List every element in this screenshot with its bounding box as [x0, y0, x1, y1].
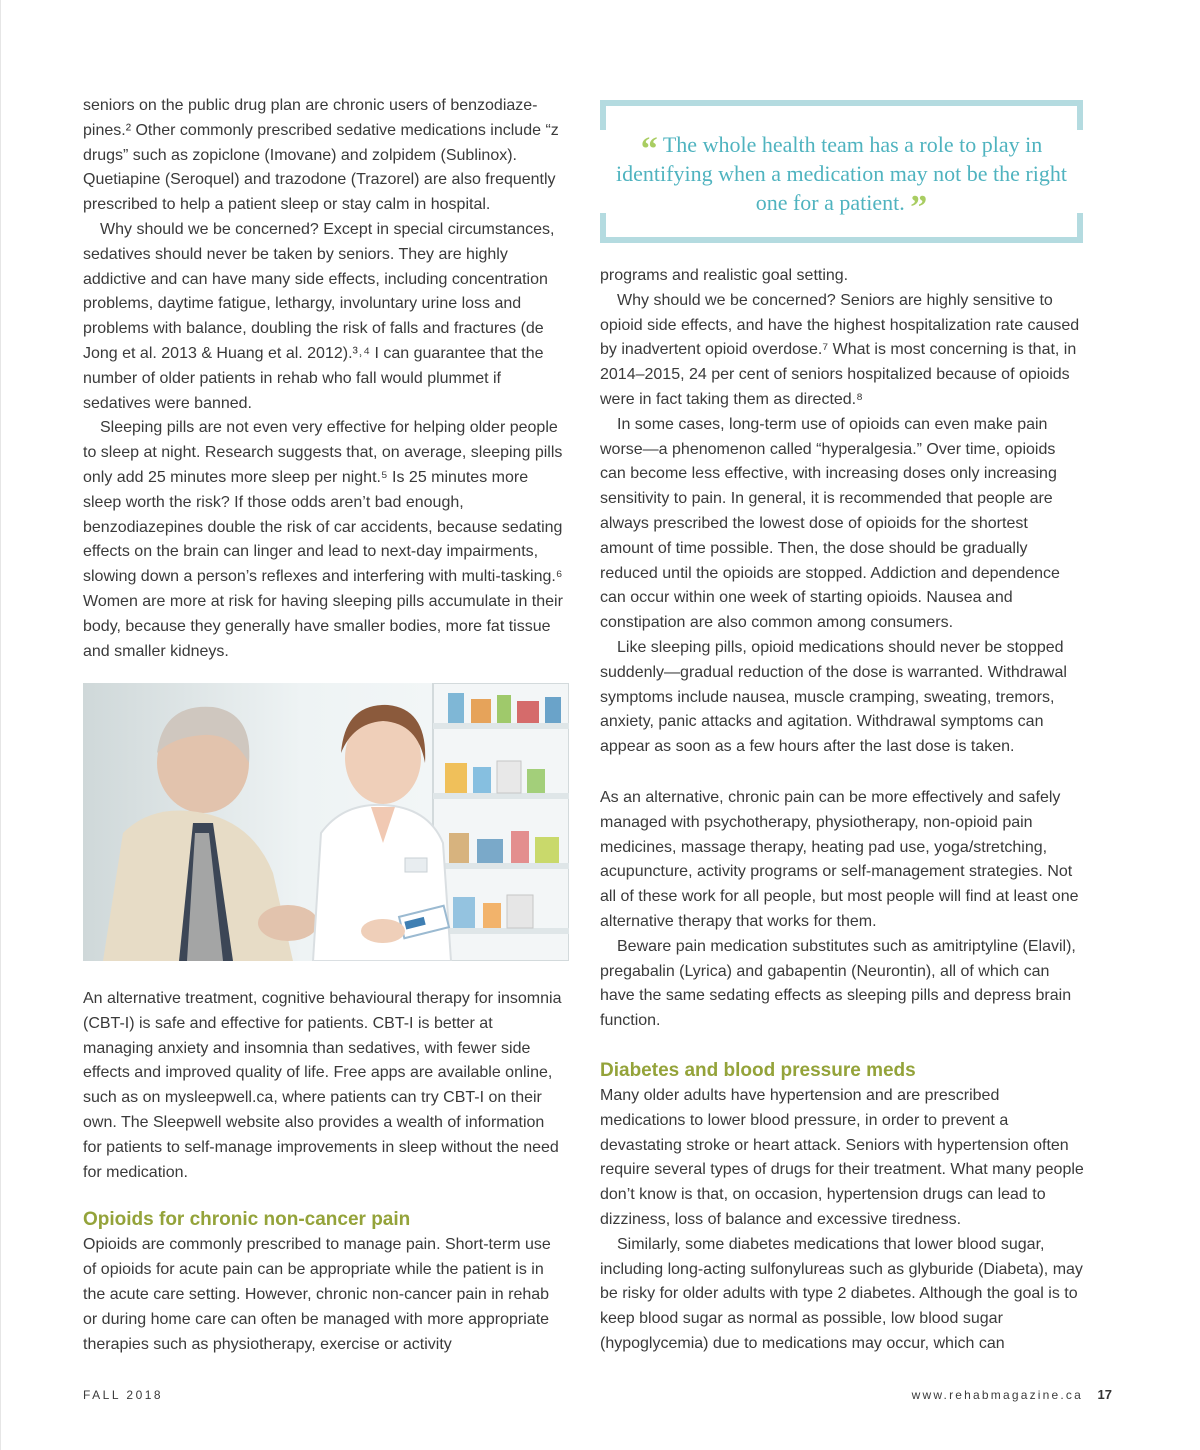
quote-frame-bottom — [600, 237, 1083, 243]
pull-quote-text-block — [610, 130, 1073, 226]
body-paragraph: Like sleeping pills, opioid medications should never be stopped suddenly—gradual reduction of the dose is warranted. Withdrawal symptoms include nausea, muscle cramping, sweating, tremors, anxiety, panic attacks and agitation. Withdrawal symptoms can appear as soon as a few hours after the last dose is taken. — [600, 638, 1067, 756]
right-column-top — [600, 264, 1084, 760]
section-heading-diabetes: Diabetes and blood pressure meds — [600, 1059, 916, 1081]
quote-frame-left-top — [600, 100, 606, 130]
body-paragraph: Why should we be concerned? Except in special circumstances, sedatives should never be taken by seniors. They are highly addictive and can have many side effects, including concentration problems, daytime fatigue, lethargy, involuntary urine loss and problems with balance, doubling the risk of falls and fractures (de Jong et al. 2013 & Huang et al. 2012).³˒⁴ I can guarantee that the number of older patients in rehab who fall would plummet if sedatives were banned. — [83, 220, 555, 412]
body-paragraph: Beware pain medication substitutes such as amitriptyline (Elavil), pregabalin (Lyrica) and gabapentin (Neurontin), all of which can have the same sedating effects as sleeping pills and depress brain function. — [600, 937, 1076, 1030]
quote-frame-right-bottom — [1077, 213, 1083, 243]
body-paragraph: programs and realistic goal setting. — [600, 267, 849, 284]
quote-frame-top — [600, 100, 1083, 106]
body-paragraph: Similarly, some diabetes medications that lower blood sugar, including long-acting sulfonylureas such as glyburide (Diabeta), may be risky for older adults with type 2 diabetes. Although the goal is to keep blood sugar as normal as possible, low blood sugar (hypoglycemia) due to medications may occur, which can — [600, 1235, 1083, 1352]
left-column-top — [83, 94, 567, 664]
right-column-bottom — [600, 786, 1084, 1357]
quote-frame-right-top — [1077, 100, 1083, 130]
pull-quote-text: The whole health team has a role to play in identifying when a medication may not be the right one for a patient. — [616, 132, 1067, 215]
open-quote-mark: “ — [640, 131, 658, 168]
body-paragraph: seniors on the public drug plan are chronic users of benzodiaze-pines.² Other commonly prescribed sedative medications include “z drugs” such as zopiclone (Imovane) and zolpidem (Sublinox). Quetiapine (Seroquel) and trazodone (Trazorel) are also frequently prescribed to help a patient sleep or stay calm in hospital. — [83, 97, 559, 214]
pharmacy-photo — [83, 683, 569, 961]
body-paragraph: An alternative treatment, cognitive behavioural therapy for insomnia (CBT-I) is safe and effective for patients. CBT-I is better at managing anxiety and insomnia than sedatives, with fewer side effects and improved quality of life. Free apps are available online, such as on mysleepwell.ca, where patients can try CBT-I on their own. The Sleepwell website also provides a wealth of information for patients to self-manage improvements in sleep without the need for medication. — [83, 990, 562, 1181]
footer-website: www.rehabmagazine.ca — [911, 1388, 1083, 1402]
page-number: 17 — [1097, 1387, 1112, 1402]
body-paragraph: In some cases, long-term use of opioids can even make pain worse—a phenomenon called “hyperalgesia.” Over time, opioids can become less effective, with increasing doses only increasing sensitivity to pain. In general, it is recommended that people are always prescribed the lowest dose of opioids for the shortest amount of time possible. Then, the dose should be gradually reduced until the opioids are stopped. Addiction and dependence can occur within one week of starting opioids. Nausea and constipation are also common among consumers. — [600, 415, 1060, 632]
body-paragraph: Sleeping pills are not even very effective for helping older people to sleep at night. Research suggests that, on average, sleeping pills only add 25 minutes more sleep per night.⁵ Is 25 minutes more sleep worth the risk? If those odds aren’t bad enough, benzodiazepines double the risk of car accidents, because sedating effects on the brain can linger and lead to next-day impairments, slowing down a person’s reflexes and interfering with multi-tasking.⁶ Women are more at risk for having sleeping pills accumulate in their body, because they generally have smaller bodies, more fat tissue and smaller kidneys. — [83, 419, 563, 660]
body-paragraph: As an alternative, chronic pain can be more effectively and safely managed with psychotherapy, physiotherapy, non-opioid pain medicines, massage therapy, heating pad use, yoga/stretching, acupuncture, activity programs or self-management strategies. Not all of these work for all people, but most people will find at least one alternative therapy that works for them. — [600, 789, 1079, 930]
body-paragraph: Many older adults have hypertension and are prescribed medications to lower blood pressure, in order to prevent a devastating stroke or heart attack. Seniors with hypertension often require several types of drugs for their treatment. What many people don’t know is that, on occasion, hypertension drugs can lead to dizziness, loss of balance and excessive tiredness. — [600, 1086, 1084, 1228]
left-column-bottom — [83, 987, 567, 1357]
body-paragraph: Why should we be concerned? Seniors are highly sensitive to opioid side effects, and have the highest hospitalization rate caused by inadvertent opioid overdose.⁷ What is most concerning is that, in 2014–2015, 24 per cent of seniors hospitalized because of opioids were in fact taking them as directed.⁸ — [600, 291, 1080, 408]
quote-frame-left-bottom — [600, 213, 606, 243]
footer-issue: FALL 2018 — [83, 1388, 164, 1402]
pull-quote — [600, 100, 1083, 243]
close-quote-mark: ” — [910, 189, 928, 226]
body-paragraph: Opioids are commonly prescribed to manage pain. Short-term use of opioids for acute pain can be appropriate while the patient is in the acute care setting. However, chronic non-cancer pain in rehab or during home care can often be managed with more appropriate therapies such as physiotherapy, exercise or activity — [83, 1236, 551, 1353]
section-heading-opioids: Opioids for chronic non-cancer pain — [83, 1209, 411, 1231]
